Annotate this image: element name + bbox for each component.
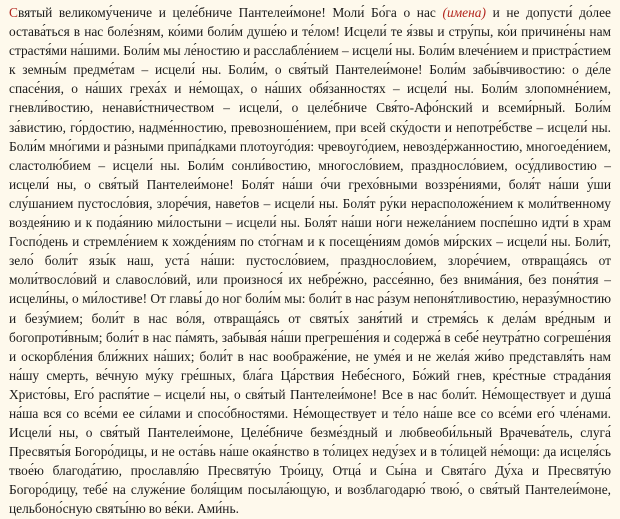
- prayer-text-body: и не допусти́ до́лее остава́ться в нас боле́зням, ко́ими боли́м душе́ю и те́лом! Исцели́ те я́звы и стру́пы, ко́и причине́ны нам страстя́ми на́шими. Боли́м мы ле́ностию и расслабле́нием – исцели́ ны. Боли́м влече́нием и пристра́стием к земны́м предме́там – исцели́ ны. Боли́м, о свя́тый Пантелеи́моне! Боли́м забы́вчивостию: о де́ле спасе́ния, о на́ших греха́х и не́мощах, о на́ших обя́занностях – исцели́ ны. Боли́м злопомне́нием, гневли́востию, ненави́стничеством – исцели́, о целе́бниче Свя́то-Афо́нский и всеми́рный. Боли́м за́вистию, го́рдостию, надме́нностию, превозноше́нием, при всей ску́дости и непотре́бстве – исцели́ ны. Боли́м мно́гими и ра́зными припа́дками плотоуго́дия: чревоуго́дием, невозде́ржанностию, многоеде́нием, сластолю́бием – исцели́ ны. Боли́м сонли́востию, многосло́вием, праздносло́вием, осу́дливостию – исцели́ ны, о свя́тый Пантелеи́моне! Боля́т на́ши о́чи грехо́вными воззре́ниями, боля́т на́ши у́ши слу́шанием пустосло́вия, злоре́чия, навет́ов – исцели́ ны. Боля́т ру́ки нерасположе́нием к моли́твенному воздея́нию и к пода́янию ми́лостыни – исцели́ ны. Боля́т на́ши но́ги нежела́нием поспе́шно идти́ в храм Госпо́день и стремле́нием к хожде́ниям по сто́гнам и к посеще́ниям домо́в ми́рских – исцели́ ны. Боли́т, зело́ боли́т язы́к наш, уста́ на́ши: пустосло́вием, празднослов́ием, злоре́чием, отвраща́ясь от моли́твосло́вий и славосло́вий, или произнося́ их небре́жно, рассе́янно, без внима́ния, без поня́тия – исцели́ны, о ми́лостиве! От главы́ до ног боли́м мы: боли́т в нас ра́зум непоня́тливостию, неразу́мностию и безу́мием; боли́т в нас во́ля, отвраща́ясь от святы́х заня́тий и стремя́сь к дела́м вре́дным и богопроти́вным; боли́т в нас па́мять, забыва́я на́ши прегреше́ния и содержа́ в себе́ неутра́тно согреше́ния и оскорбле́ния бли́жних на́ших; боли́т в нас воображе́ние, не уме́я и не жела́я жи́во представля́ть нам на́шу смерть, ве́чную му́ку гре́шных, бла́га Ца́рствия Небе́сного, Бо́жий гнев, кре́стные страда́ния Христо́вы, Его́ распя́тие – исцели́ ны, о свя́тый Пантелеи́моне! Все в нас боли́т. Не́моществует и душа́ на́ша вся со все́ми ее си́лами и спосо́бностями. Не́моществует и те́ло на́ше все со все́ми его́ чле́нами. Исцели́ ны, о свя́тый Пантелеи́моне, Целе́бниче безме́здный и любвеоби́льный Врачева́тель, слуга́ Пресвяты́я Богоро́дицы, и не оста́вь на́ше окая́нство в то́лицех неду́зех и в то́лицей не́мощи: да исцеля́сь твое́ю благода́тию, прославля́ю Пресвяту́ю Тро́ицу, Отца́ и Сы́на и Свята́го Ду́ха и Пресвяту́ю Богоро́дицу, тебе́ на служе́ние боля́щим посыла́ющую, и возблагодарю́ твою́, о свя́тый Пантелеи́моне, цельбоно́сную святы́ню во ве́ки. Ами́нь.: [9, 5, 611, 517]
- prayer-paragraph: [9, 3, 611, 519]
- names-placeholder: (имена): [442, 5, 486, 20]
- prayer-initial-letter: С: [9, 5, 18, 20]
- prayer-text-opening: вятый великому́чениче и целе́бниче Пантелеи́моне! Моли́ Бо́га о нас: [17, 5, 443, 20]
